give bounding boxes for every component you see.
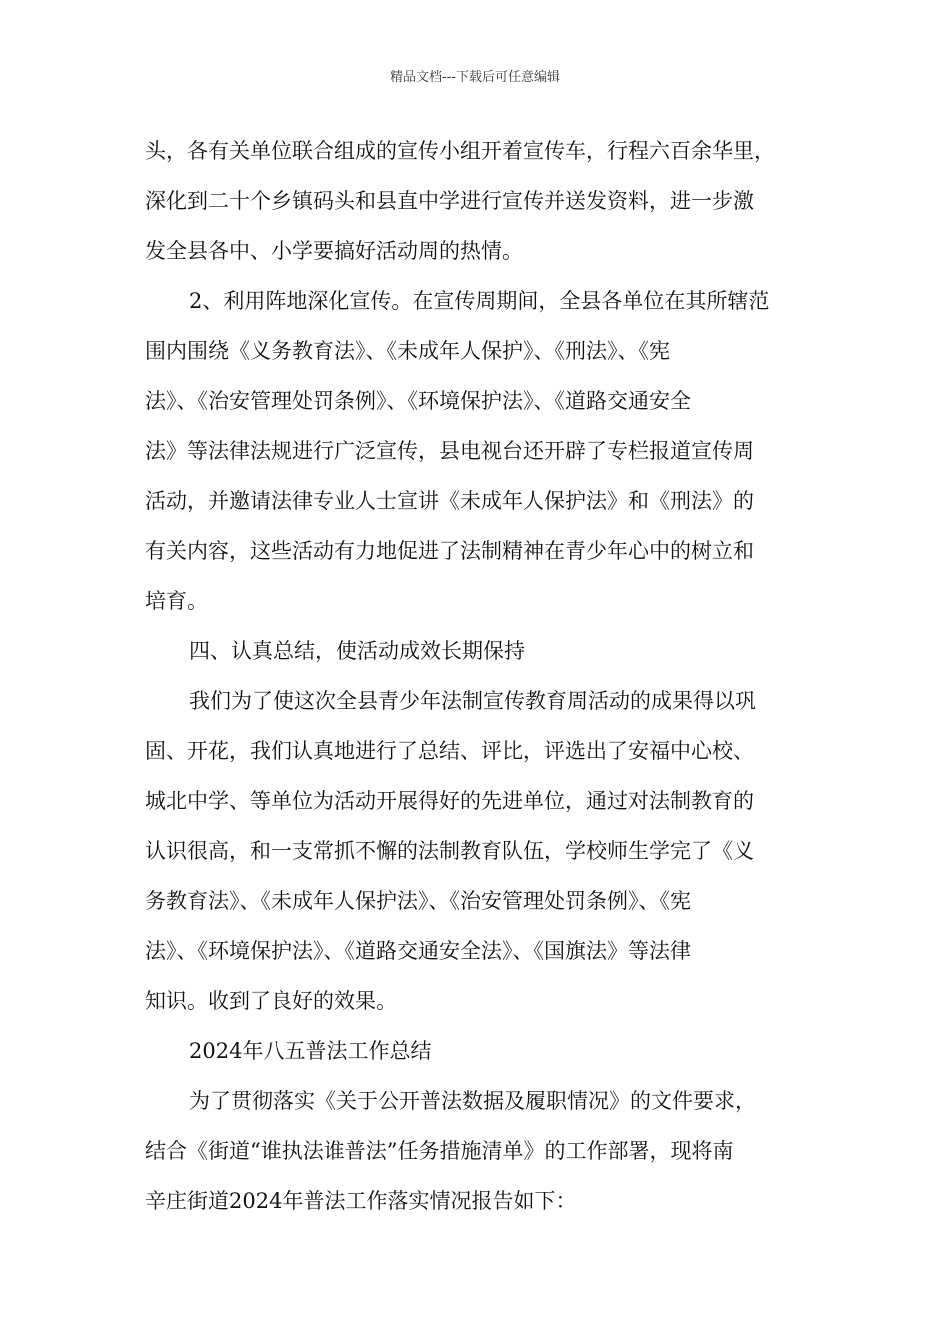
- text-line: 城北中学、等单位为活动开展得好的先进单位，通过对法制教育的: [145, 789, 754, 813]
- text-line: 务教育法》、《未成年人保护法》、《治安管理处罚条例》、《宪: [145, 889, 691, 913]
- text-line: 辛庄街道2024年普法工作落实情况报告如下：: [145, 1189, 577, 1213]
- text-line: 法》、《环境保护法》、《道路交通安全法》、《国旗法》等法律: [145, 939, 691, 963]
- text-line: 法》、《治安管理处罚条例》、《环境保护法》、《道路交通安全: [145, 389, 691, 413]
- text-line: 培育。: [145, 589, 208, 613]
- text-line: 发全县各中、小学要搞好活动周的热情。: [145, 239, 523, 263]
- section-heading: 四、认真总结，使活动成效长期保持: [189, 639, 525, 663]
- paragraph-start: 2、利用阵地深化宣传。在宣传周期间，全县各单位在其所辖范: [189, 289, 770, 313]
- text-line: 固、开花，我们认真地进行了总结、评比，评选出了安福中心校、: [145, 739, 754, 763]
- document-title: 2024年八五普法工作总结: [189, 1039, 432, 1063]
- text-line: 活动，并邀请法律专业人士宣讲《未成年人保护法》和《刑法》的: [145, 489, 754, 513]
- paragraph-start: 为了贯彻落实《关于公开普法数据及履职情况》的文件要求，: [189, 1089, 756, 1113]
- paragraph-start: 我们为了使这次全县青少年法制宣传教育周活动的成果得以巩: [189, 689, 756, 713]
- text-line: 深化到二十个乡镇码头和县直中学进行宣传并送发资料，进一步激: [145, 189, 754, 213]
- text-line: 法》等法律法规进行广泛宣传，县电视台还开辟了专栏报道宣传周: [145, 439, 754, 463]
- document-body: [145, 126, 807, 1226]
- page-header: 精品文档---下载后可任意编辑: [389, 70, 561, 85]
- text-line: 知识。收到了良好的效果。: [145, 989, 397, 1013]
- text-line: 有关内容，这些活动有力地促进了法制精神在青少年心中的树立和: [145, 539, 754, 563]
- text-line: 认识很高，和一支常抓不懈的法制教育队伍，学校师生学完了《义: [145, 839, 754, 863]
- text-line: 结合《街道“谁执法谁普法”任务措施清单》的工作部署，现将南: [145, 1139, 734, 1163]
- text-line: 围内围绕《义务教育法》、《未成年人保护》、《刑法》、《宪: [145, 339, 670, 363]
- text-line: 头，各有关单位联合组成的宣传小组开着宣传车，行程六百余华里，: [145, 139, 775, 163]
